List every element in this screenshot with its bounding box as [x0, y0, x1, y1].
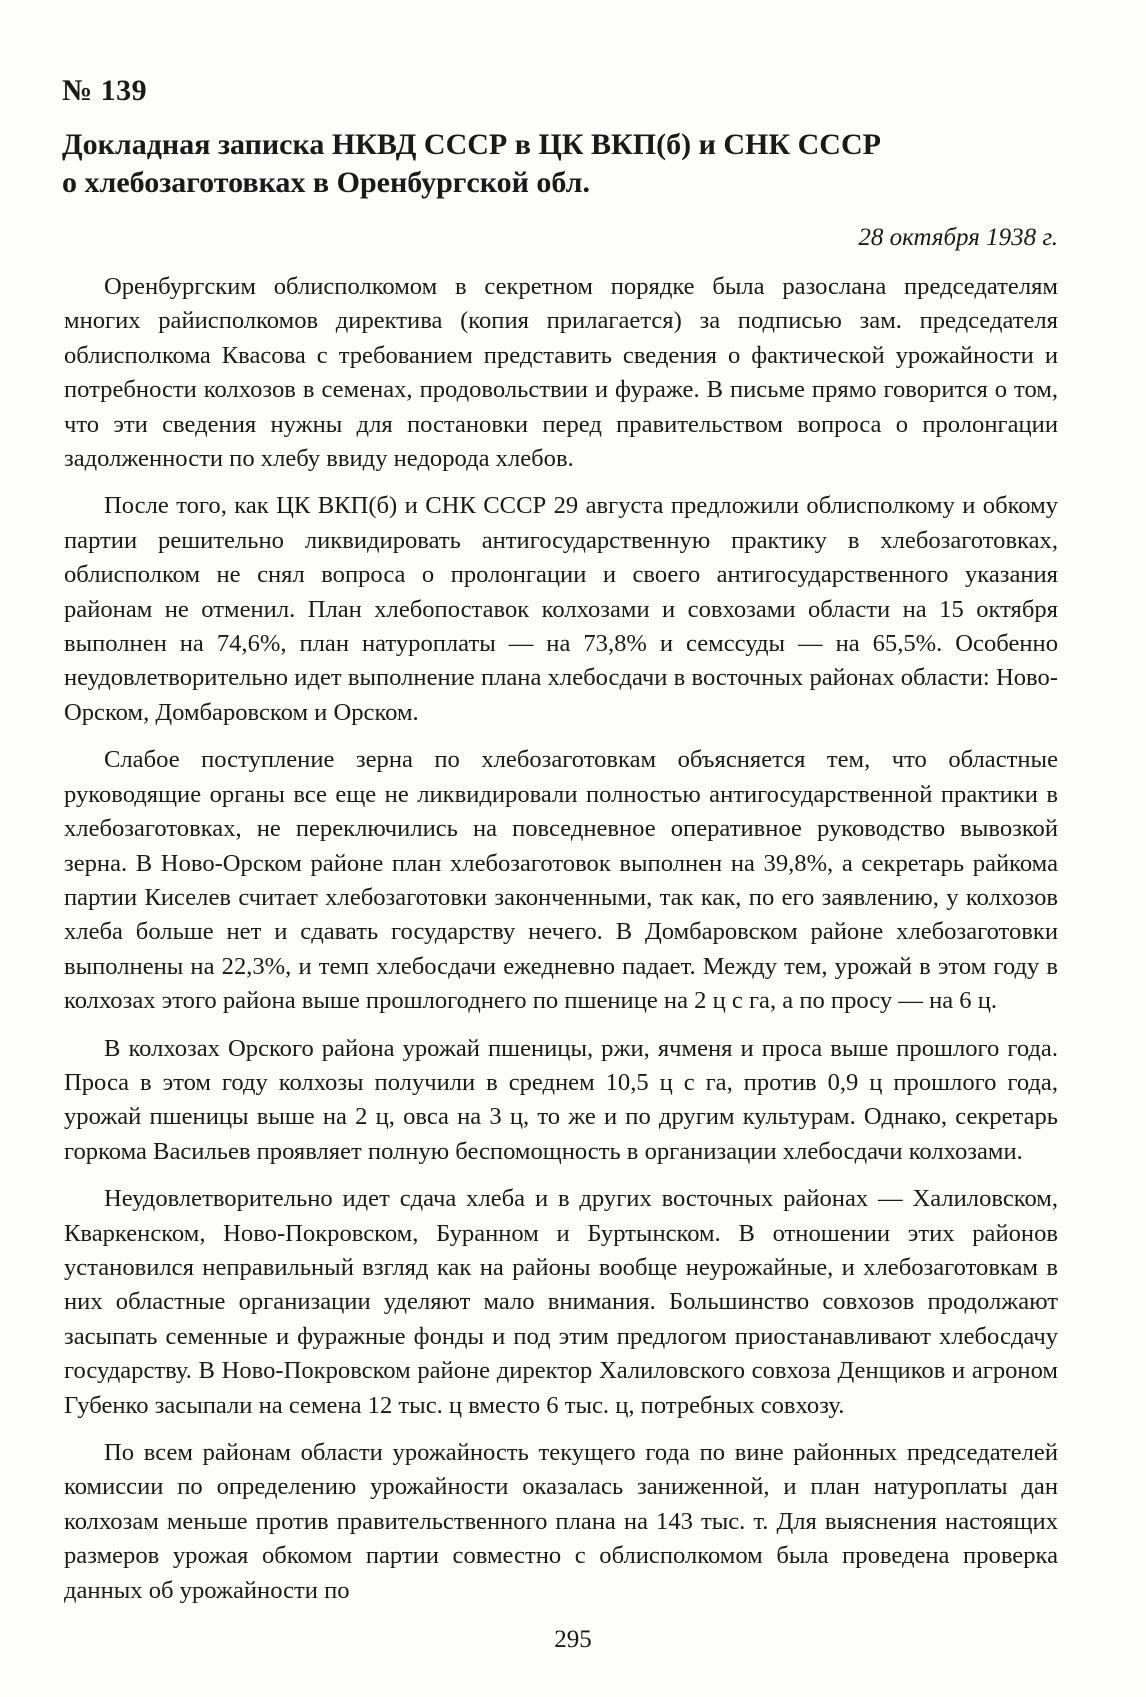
title-line-2: о хлебозаготовках в Оренбургской обл.: [62, 166, 590, 199]
document-body: [64, 270, 1058, 1621]
page-number: 295: [554, 1626, 592, 1653]
paragraph: Неудовлетворительно идет сдача хлеба и в других восточных районах — Халиловском, Кваркенском, Ново-Покровском, Буранном и Буртынском. В отношении этих районов установился неправильный взгляд как на районы вообще неурожайные, и хлебозаготовкам в них областные организации уделяют мало внимания. Большинство совхозов продолжают засыпать семенные и фуражные фонды и под этим предлогом приостанавливают хлебосдачу государству. В Ново-Покровском районе директор Халиловского совхоза Денщиков и агроном Губенко засыпали на семена 12 тыс. ц вместо 6 тыс. ц, потребных совхозу.: [64, 1185, 1058, 1419]
paragraph: Слабое поступление зерна по хлебозаготовкам объясняется тем, что областные руководящие органы все еще не ликвидировали полностью антигосударственной практики в хлебозаготовках, не переключились на повседневное оперативное руководство вывозкой зерна. В Ново-Орском районе план хлебозаготовок выполнен на 39,8%, а секретарь райкома партии Киселев считает хлебозаготовки законченными, так как, по его заявлению, у колхозов хлеба больше нет и сдавать государству нечего. В Домбаровском районе хлебозаготовки выполнены на 22,3%, и темп хлебосдачи ежедневно падает. Между тем, урожай в этом году в колхозах этого района выше прошлогоднего по пшенице на 2 ц с га, а по просу — на 6 ц.: [64, 746, 1058, 1015]
paragraph: Оренбургским облисполкомом в секретном порядке была разослана председателям многих райисполкомов директива (копия прилагается) за подписью зам. председателя облисполкома Квасова с требованием представить сведения о фактической урожайности и потребности колхозов в семенах, продовольствии и фураже. В письме прямо говорится о том, что эти сведения нужны для постановки перед правительством вопроса о пролонгации задолженности по хлебу ввиду недорода хлебов.: [64, 273, 1058, 473]
document-number: № 139: [62, 74, 148, 107]
document-title: [62, 126, 1062, 202]
paragraph: После того, как ЦК ВКП(б) и СНК СССР 29 августа предложили облисполкому и обкому партии решительно ликвидировать антигосударственную практику в хлебозаготовках, облисполком не снял вопроса о пролонгации и своего антигосударственного указания районам не отменил. План хлебопоставок колхозами и совхозами области на 15 октября выполнен на 74,6%, план натуроплаты — на 73,8% и семссуды — на 65,5%. Особенно неудовлетворительно идет выполнение плана хлебосдачи в восточных районах области: Ново-Орском, Домбаровском и Орском.: [64, 492, 1058, 726]
paragraph: В колхозах Орского района урожай пшеницы, ржи, ячменя и проса выше прошлого года. Проса в этом году колхозы получили в среднем 10,5 ц с га, против 0,9 ц прошлого года, урожай пшеницы выше на 2 ц, овса на 3 ц, то же и по другим культурам. Однако, секретарь горкома Васильев проявляет полную беспомощность в организации хлебосдачи колхозами.: [64, 1034, 1058, 1165]
paragraph: По всем районам области урожайность текущего года по вине районных председателей комиссии по определению урожайности оказалась заниженной, и план натуроплаты дан колхозам меньше против правительственного плана на 143 тыс. т. Для выяснения настоящих размеров урожая обкомом партии совместно с облисполкомом была проведена проверка данных об урожайности по: [64, 1439, 1058, 1604]
title-line-1: Докладная записка НКВД СССР в ЦК ВКП(б) и СНК СССР: [62, 128, 881, 161]
document-date: 28 октября 1938 г.: [858, 224, 1058, 251]
